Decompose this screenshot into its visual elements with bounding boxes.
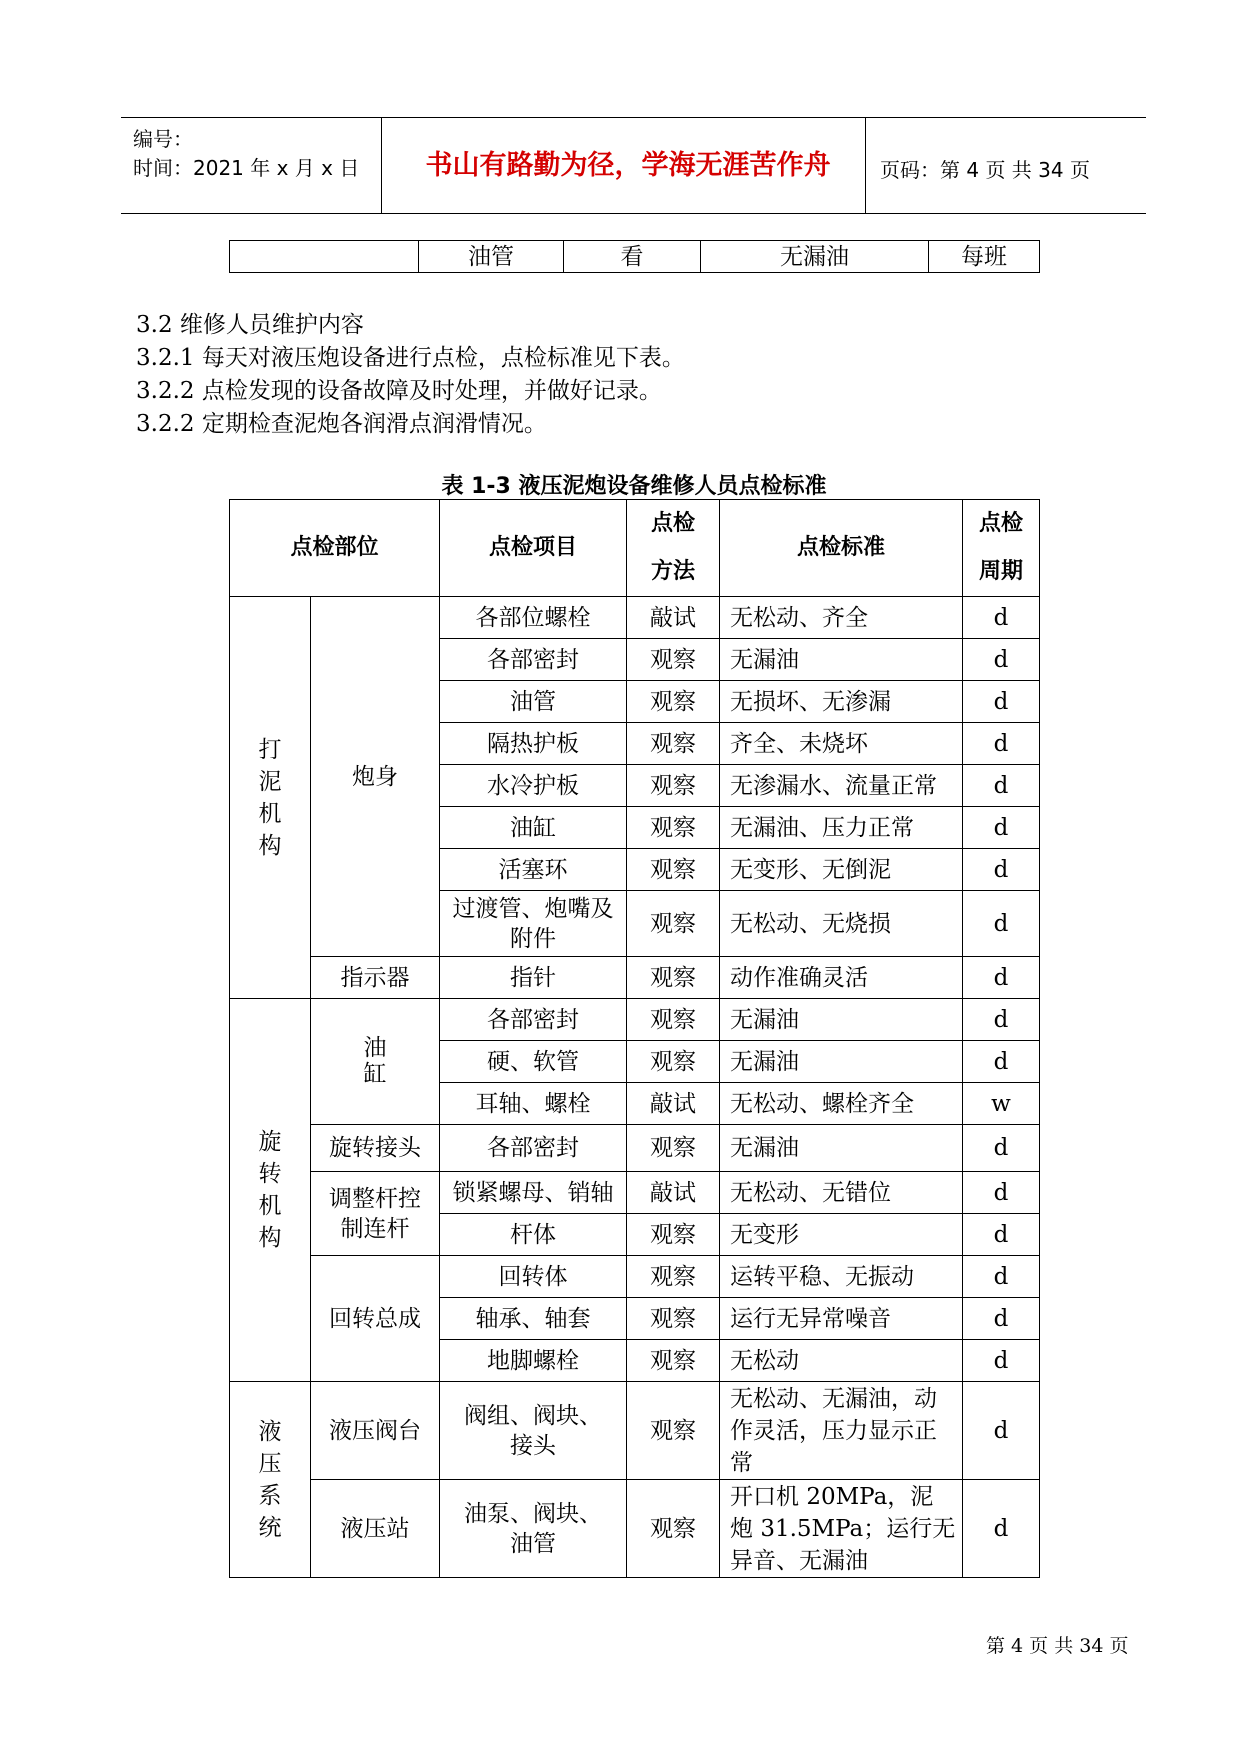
- subgroup-name: 旋转接头: [311, 1125, 440, 1172]
- header-standard: 点检标准: [720, 500, 963, 597]
- document-number-label: 编号：: [133, 127, 193, 151]
- period-cell: d: [963, 765, 1040, 807]
- item-cell: 回转体: [440, 1256, 627, 1298]
- period-cell: d: [963, 1125, 1040, 1172]
- item-cell: 锁紧螺母、销轴: [440, 1172, 627, 1214]
- item-cell: 指针: [440, 957, 627, 999]
- standard-cell: 齐全、未烧坏: [720, 723, 963, 765]
- period-cell: w: [963, 1083, 1040, 1125]
- period-cell: d: [963, 1480, 1040, 1578]
- item-cell: 水冷护板: [440, 765, 627, 807]
- method-cell: 观察: [627, 849, 720, 891]
- subgroup-name: 液压站: [311, 1480, 440, 1578]
- inspection-table: [229, 499, 1040, 1578]
- method-cell: 敲试: [627, 597, 720, 639]
- subgroup-name: 炮身: [311, 597, 440, 957]
- method-cell: 观察: [627, 1125, 720, 1172]
- group-name: 旋转机构: [230, 999, 311, 1382]
- item-cell: 各部密封: [440, 639, 627, 681]
- table-cell: 看: [564, 241, 701, 273]
- standard-cell: 无漏油: [720, 1041, 963, 1083]
- standard-cell: 无漏油: [720, 999, 963, 1041]
- standard-cell: 无松动、齐全: [720, 597, 963, 639]
- item-cell: 地脚螺栓: [440, 1340, 627, 1382]
- item-cell: 各部位螺栓: [440, 597, 627, 639]
- table-header-row: [230, 500, 1040, 597]
- method-cell: 观察: [627, 1256, 720, 1298]
- header-item: 点检项目: [440, 500, 627, 597]
- standard-cell: 无松动、无烧损: [720, 891, 963, 957]
- item-cell: 阀组、阀块、接头: [440, 1382, 627, 1480]
- page-header: [121, 117, 1146, 214]
- section-paragraph: 3.2.1 每天对液压炮设备进行点检，点检标准见下表。: [136, 345, 685, 371]
- standard-cell: 无松动、螺栓齐全: [720, 1083, 963, 1125]
- item-cell: 油泵、阀块、油管: [440, 1480, 627, 1578]
- table-row: [230, 597, 1040, 639]
- period-cell: d: [963, 1172, 1040, 1214]
- subgroup-name: 指示器: [311, 957, 440, 999]
- table-row: [230, 999, 1040, 1041]
- header-divider: [381, 118, 382, 213]
- subgroup-name: 液压阀台: [311, 1382, 440, 1480]
- table-cell: [230, 241, 419, 273]
- group-name: 液压系统: [230, 1382, 311, 1578]
- header-period: 点检周期: [963, 500, 1040, 597]
- standard-cell: 开口机 20MPa，泥炮 31.5MPa；运行无异音、无漏油: [720, 1480, 963, 1578]
- item-cell: 油管: [440, 681, 627, 723]
- period-cell: d: [963, 1041, 1040, 1083]
- subgroup-name: 调整杆控制连杆: [311, 1172, 440, 1256]
- method-cell: 观察: [627, 723, 720, 765]
- method-cell: 观察: [627, 1382, 720, 1480]
- group-name: 打泥机构: [230, 597, 311, 999]
- header-motto: 书山有路勤为径，学海无涯苦作舟: [425, 150, 831, 181]
- standard-cell: 无漏油、压力正常: [720, 807, 963, 849]
- period-cell: d: [963, 849, 1040, 891]
- period-cell: d: [963, 807, 1040, 849]
- page-code: 页码：第 4 页 共 34 页: [880, 158, 1090, 182]
- standard-cell: 无变形、无倒泥: [720, 849, 963, 891]
- period-cell: d: [963, 723, 1040, 765]
- method-cell: 观察: [627, 957, 720, 999]
- period-cell: d: [963, 1382, 1040, 1480]
- item-cell: 各部密封: [440, 1125, 627, 1172]
- period-cell: d: [963, 597, 1040, 639]
- header-part: 点检部位: [230, 500, 440, 597]
- table-cell: 每班: [929, 241, 1040, 273]
- standard-cell: 无漏油: [720, 1125, 963, 1172]
- method-cell: 观察: [627, 1340, 720, 1382]
- item-cell: 各部密封: [440, 999, 627, 1041]
- table-cell: 油管: [419, 241, 564, 273]
- period-cell: d: [963, 639, 1040, 681]
- item-cell: 过渡管、炮嘴及附件: [440, 891, 627, 957]
- standard-cell: 无渗漏水、流量正常: [720, 765, 963, 807]
- period-cell: d: [963, 999, 1040, 1041]
- period-cell: d: [963, 1214, 1040, 1256]
- period-cell: d: [963, 1340, 1040, 1382]
- table-cell: 无漏油: [701, 241, 929, 273]
- table-row: [230, 1172, 1040, 1214]
- period-cell: d: [963, 1298, 1040, 1340]
- item-cell: 轴承、轴套: [440, 1298, 627, 1340]
- item-cell: 油缸: [440, 807, 627, 849]
- standard-cell: 无变形: [720, 1214, 963, 1256]
- item-cell: 活塞环: [440, 849, 627, 891]
- subgroup-name: 油缸: [311, 999, 440, 1125]
- subgroup-name: 回转总成: [311, 1256, 440, 1382]
- item-cell: 耳轴、螺栓: [440, 1083, 627, 1125]
- standard-cell: 动作准确灵活: [720, 957, 963, 999]
- table-caption: 表 1-3 液压泥炮设备维修人员点检标准: [441, 474, 827, 499]
- standard-cell: 无漏油: [720, 639, 963, 681]
- document-date: 时间：2021 年 x 月 x 日: [133, 156, 360, 180]
- table-row: [230, 1256, 1040, 1298]
- section-paragraph: 3.2.2 点检发现的设备故障及时处理，并做好记录。: [136, 378, 662, 404]
- table-row: [230, 241, 1040, 273]
- header-method: 点检方法: [627, 500, 720, 597]
- page-footer: 第 4 页 共 34 页: [986, 1635, 1129, 1657]
- standard-cell: 无松动、无错位: [720, 1172, 963, 1214]
- section-paragraph: 3.2.2 定期检查泥炮各润滑点润滑情况。: [136, 411, 547, 437]
- method-cell: 观察: [627, 765, 720, 807]
- item-cell: 杆体: [440, 1214, 627, 1256]
- method-cell: 观察: [627, 1480, 720, 1578]
- period-cell: d: [963, 681, 1040, 723]
- table-row: [230, 1480, 1040, 1578]
- method-cell: 观察: [627, 681, 720, 723]
- item-cell: 硬、软管: [440, 1041, 627, 1083]
- method-cell: 观察: [627, 999, 720, 1041]
- period-cell: d: [963, 1256, 1040, 1298]
- method-cell: 观察: [627, 807, 720, 849]
- method-cell: 观察: [627, 639, 720, 681]
- section-heading: 3.2 维修人员维护内容: [136, 312, 364, 338]
- method-cell: 观察: [627, 1298, 720, 1340]
- period-cell: d: [963, 891, 1040, 957]
- standard-cell: 运转平稳、无振动: [720, 1256, 963, 1298]
- period-cell: d: [963, 957, 1040, 999]
- table-row: [230, 1125, 1040, 1172]
- continuation-table: [229, 240, 1040, 273]
- standard-cell: 无松动: [720, 1340, 963, 1382]
- method-cell: 观察: [627, 1214, 720, 1256]
- standard-cell: 运行无异常噪音: [720, 1298, 963, 1340]
- method-cell: 观察: [627, 1041, 720, 1083]
- table-row: [230, 1382, 1040, 1480]
- standard-cell: 无松动、无漏油，动作灵活，压力显示正常: [720, 1382, 963, 1480]
- method-cell: 观察: [627, 891, 720, 957]
- item-cell: 隔热护板: [440, 723, 627, 765]
- method-cell: 敲试: [627, 1172, 720, 1214]
- standard-cell: 无损坏、无渗漏: [720, 681, 963, 723]
- method-cell: 敲试: [627, 1083, 720, 1125]
- table-row: [230, 957, 1040, 999]
